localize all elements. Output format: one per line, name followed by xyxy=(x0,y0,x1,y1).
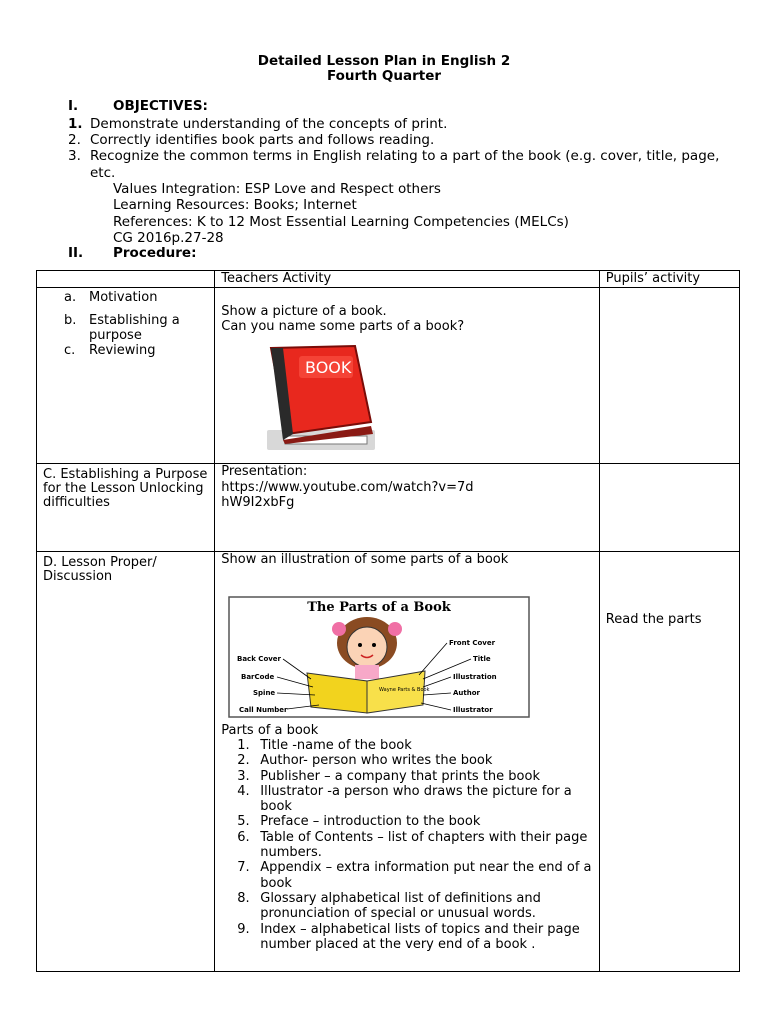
table-row xyxy=(37,552,740,972)
references: References: K to 12 Most Essential Learning Competencies (MELCs) xyxy=(113,214,569,230)
label-illustrator: Illustrator xyxy=(453,706,493,714)
learning-resources: Learning Resources: Books; Internet xyxy=(113,197,357,213)
teacher-instruction: Show a picture of a book. xyxy=(221,304,387,319)
teacher-activity-cell xyxy=(215,552,600,972)
document-title: Detailed Lesson Plan in English 2 xyxy=(257,53,511,69)
list-item: 9. Index – alphabetical lists of topics and their page number placed at the very end of a book . xyxy=(237,921,580,952)
parts-heading: Parts of a book xyxy=(221,723,319,738)
parts-of-a-book-illustration xyxy=(227,595,531,719)
label-barcode: BarCode xyxy=(241,673,275,681)
header-pupils-activity: Pupils’ activity xyxy=(599,271,739,288)
objectives-heading xyxy=(68,98,208,114)
list-item: a. Motivation xyxy=(64,290,158,305)
header-teachers-activity: Teachers Activity xyxy=(215,271,600,288)
objective-item xyxy=(68,148,728,181)
objective-text: Recognize the common terms in English relating to a part of the book (e.g. cover, title, page, etc. xyxy=(90,148,720,181)
list-item: 1. Title -name of the book xyxy=(237,738,412,753)
row-label-cell: C. Establishing a Purpose for the Lesson Unlocking difficulties xyxy=(37,464,215,552)
pupil-activity-cell xyxy=(599,552,739,972)
video-link[interactable]: https://www.youtube.com/watch?v=7dhW9I2xbFg xyxy=(221,479,474,510)
values-integration: Values Integration: ESP Love and Respect others xyxy=(113,181,441,197)
list-item: 4. Illustrator -a person who draws the picture for a book xyxy=(237,783,572,815)
book-cover-text: Wayne Parts & Book xyxy=(379,687,430,693)
objectives-title: OBJECTIVES: xyxy=(113,98,208,114)
row-label-cell: D. Lesson Proper/ Discussion xyxy=(37,552,215,972)
objective-number: 2. xyxy=(68,132,81,148)
label-title: Title xyxy=(473,655,491,663)
pupil-activity-text: Read the parts xyxy=(605,612,702,627)
list-item: 2. Author- person who writes the book xyxy=(237,753,493,769)
presentation-label: Presentation: xyxy=(221,464,308,479)
procedure-numeral: II. xyxy=(68,245,84,261)
list-item: b. Establishing a purpose xyxy=(64,313,180,343)
pupil-activity-cell xyxy=(599,288,739,464)
pupil-activity-cell xyxy=(599,464,739,552)
book-image xyxy=(263,344,383,454)
objective-item xyxy=(68,132,728,149)
table-header-row xyxy=(37,271,740,288)
objectives-numeral: I. xyxy=(68,98,79,114)
parts-list xyxy=(215,738,599,952)
table-row xyxy=(37,288,740,464)
header-cell-empty xyxy=(37,271,215,288)
steps-list xyxy=(37,288,214,358)
objective-text: Correctly identifies book parts and follows reading. xyxy=(90,132,435,148)
curriculum-guide: CG 2016p.27-28 xyxy=(113,230,224,246)
document-subtitle: Fourth Quarter xyxy=(326,68,442,84)
label-author: Author xyxy=(453,689,481,697)
lesson-intro: Show an illustration of some parts of a book xyxy=(221,552,509,567)
objective-number: 3. xyxy=(68,148,81,164)
teacher-activity-cell xyxy=(215,464,600,552)
label-illustration: Illustration xyxy=(453,673,497,681)
steps-cell xyxy=(37,288,215,464)
list-item: 8. Glossary alphabetical list of definitions and pronunciation of special or unusual words. xyxy=(237,890,541,922)
objective-number: 1. xyxy=(68,116,83,132)
lesson-plan-table xyxy=(36,270,740,972)
list-item: 7. Appendix – extra information put near the end of a book xyxy=(237,860,592,891)
book-label-text: BOOK xyxy=(305,358,352,377)
label-front-cover: Front Cover xyxy=(449,639,496,647)
list-item: 5. Preface – introduction to the book xyxy=(237,814,481,830)
list-item: 3. Publisher – a company that prints the book xyxy=(237,768,540,784)
objective-item xyxy=(68,116,728,133)
list-item: 6. Table of Contents – list of chapters with their page numbers. xyxy=(237,829,588,861)
label-back-cover: Back Cover xyxy=(237,655,282,663)
objective-text: Demonstrate understanding of the concepts of print. xyxy=(90,116,448,132)
table-row xyxy=(37,464,740,552)
illustration-title: The Parts of a Book xyxy=(307,600,452,615)
procedure-heading xyxy=(68,245,196,261)
label-spine: Spine xyxy=(253,689,276,697)
teacher-question: Can you name some parts of a book? xyxy=(221,319,465,334)
list-item: c. Reviewing xyxy=(64,343,156,358)
procedure-title: Procedure: xyxy=(113,245,197,261)
label-call-number: Call Number xyxy=(239,706,288,714)
teacher-activity-cell xyxy=(215,288,600,464)
